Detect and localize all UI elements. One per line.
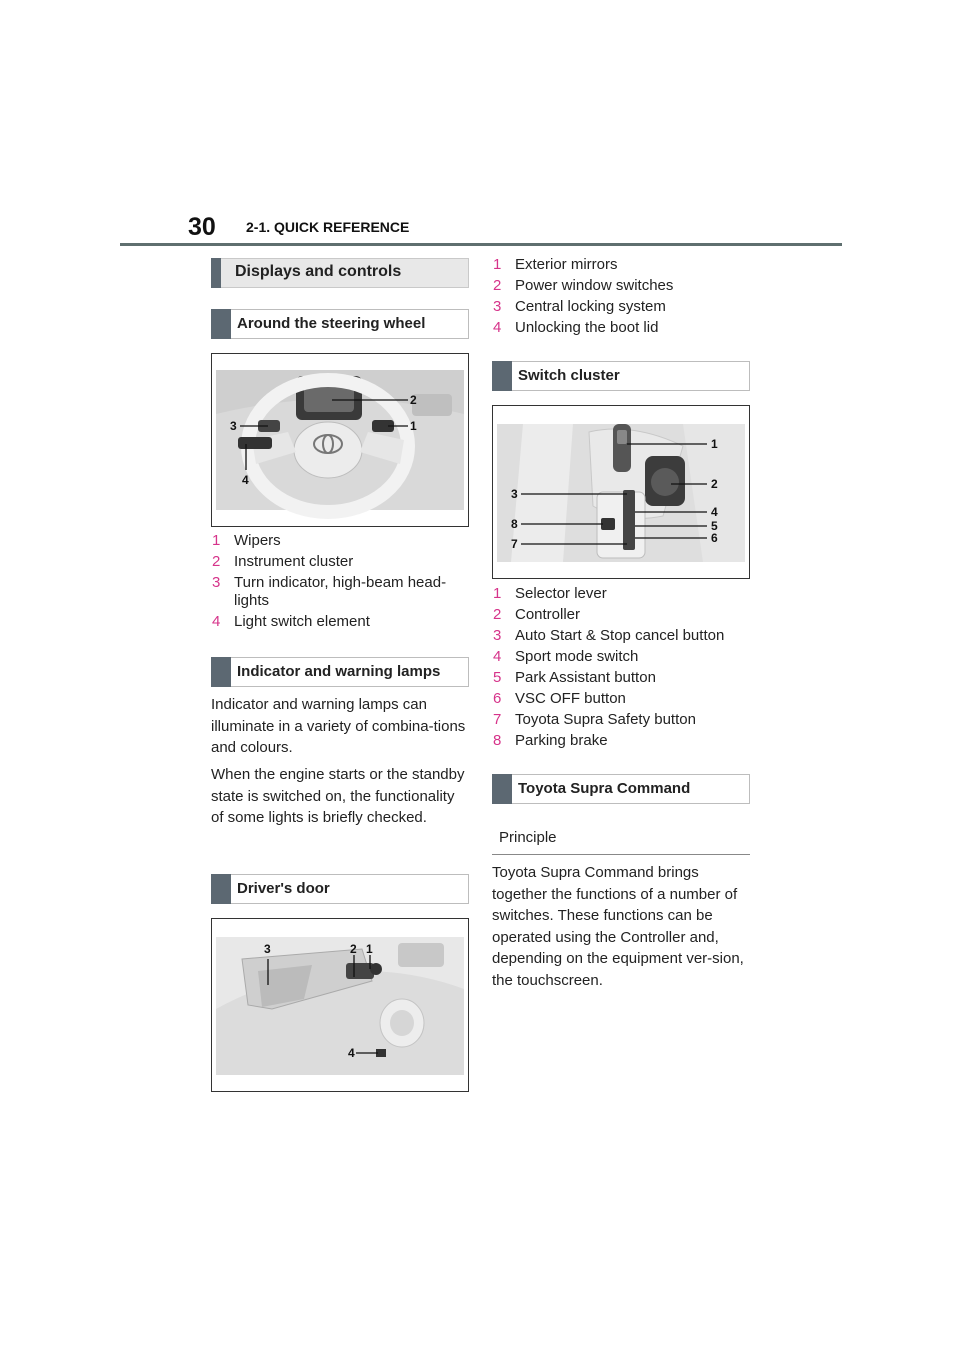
list-item [212, 553, 470, 571]
callout-2: 2 [410, 393, 417, 407]
header-rule [120, 243, 842, 246]
callout-1: 1 [366, 942, 373, 956]
drivers-door-figure [211, 918, 469, 1092]
item-number: 8 [493, 732, 502, 749]
callout-3: 3 [264, 942, 271, 956]
item-text: Park Assistant button [515, 669, 656, 686]
heading-bar [211, 874, 231, 904]
heading-text: Toyota Supra Command [518, 780, 691, 797]
list-item [493, 711, 755, 729]
item-number: 7 [493, 711, 502, 728]
steering-wheel-illustration [212, 354, 468, 526]
heading-text: Around the steering wheel [237, 315, 426, 332]
item-number: 2 [212, 553, 221, 570]
principle-rule [492, 854, 750, 855]
heading-text: Driver's door [237, 880, 330, 897]
callout-2: 2 [350, 942, 357, 956]
item-number: 4 [493, 648, 502, 665]
item-text: Parking brake [515, 732, 608, 749]
item-text: Instrument cluster [234, 553, 354, 570]
item-number: 3 [493, 627, 502, 644]
drivers-door-illustration [212, 919, 468, 1091]
item-text: Central locking system [515, 298, 666, 315]
item-number: 5 [493, 669, 502, 686]
item-number: 1 [493, 585, 502, 602]
item-number: 2 [493, 277, 502, 294]
heading-bar [211, 309, 231, 339]
steering-legend [212, 532, 470, 634]
list-item [493, 606, 755, 624]
callout-4: 4 [348, 1046, 355, 1060]
item-text: Selector lever [515, 585, 607, 602]
heading-text: Switch cluster [518, 367, 620, 384]
item-number: 1 [493, 256, 502, 273]
steering-wheel-figure [211, 353, 469, 527]
chapter-title: 2-1. QUICK REFERENCE [246, 219, 410, 235]
list-item [493, 319, 751, 337]
callout-1: 1 [410, 419, 417, 433]
page-number: 30 [188, 213, 216, 241]
heading-bar [211, 258, 221, 288]
section-heading-text: Displays and controls [235, 263, 402, 280]
principle-heading: Principle [499, 829, 557, 846]
callout-4: 4 [242, 473, 249, 487]
item-text: Toyota Supra Safety button [515, 711, 696, 728]
item-number: 6 [493, 690, 502, 707]
heading-bar [492, 774, 512, 804]
heading-indicator-lamps [211, 657, 469, 687]
list-item [493, 585, 755, 603]
item-text: Exterior mirrors [515, 256, 618, 273]
callout-1: 1 [711, 437, 718, 451]
callout-5: 5 [711, 519, 718, 533]
list-item [493, 277, 751, 295]
item-number: 1 [212, 532, 221, 549]
switch-cluster-illustration [493, 406, 749, 578]
list-item [493, 648, 755, 666]
list-item [493, 669, 755, 687]
callout-4: 4 [711, 505, 718, 519]
item-text: Power window switches [515, 277, 674, 294]
list-item [212, 574, 470, 610]
heading-steering-wheel [211, 309, 469, 339]
callout-2: 2 [711, 477, 718, 491]
item-text: Controller [515, 606, 581, 623]
switch-legend [493, 585, 755, 753]
section-heading-displays [211, 258, 469, 288]
item-text: Sport mode switch [515, 648, 639, 665]
list-item [493, 627, 755, 645]
callout-6: 6 [711, 531, 718, 545]
heading-drivers-door [211, 874, 469, 904]
item-text: Wipers [234, 532, 281, 549]
item-number: 4 [493, 319, 502, 336]
lamps-paragraph-1: Indicator and warning lamps can illuminate in a variety of combina-tions and colours. [211, 696, 466, 756]
lamps-paragraph-2: When the engine starts or the standby state is switched on, the functionality of some lights is briefly checked. [211, 766, 465, 826]
item-text: Auto Start & Stop cancel button [515, 627, 725, 644]
item-text: VSC OFF button [515, 690, 626, 707]
callout-3: 3 [230, 419, 237, 433]
item-text: Light switch element [234, 613, 370, 630]
item-number: 3 [212, 574, 221, 591]
door-legend [493, 256, 751, 340]
callout-7: 7 [511, 537, 518, 551]
item-text: Unlocking the boot lid [515, 319, 659, 336]
command-paragraph: Toyota Supra Command brings together the functions of a number of switches. These functions can be operated using the Controller and, depending on the equipment ver-sion, the touchscreen. [492, 864, 744, 989]
heading-switch-cluster [492, 361, 750, 391]
heading-supra-command [492, 774, 750, 804]
list-item [212, 532, 470, 550]
item-number: 2 [493, 606, 502, 623]
list-item [212, 613, 470, 631]
heading-bar [492, 361, 512, 391]
list-item [493, 690, 755, 708]
item-number: 3 [493, 298, 502, 315]
switch-cluster-figure [492, 405, 750, 579]
item-text: Turn indicator, high-beam head-lights [234, 574, 447, 609]
heading-bar [211, 657, 231, 687]
list-item [493, 256, 751, 274]
callout-8: 8 [511, 517, 518, 531]
callout-3: 3 [511, 487, 518, 501]
list-item [493, 298, 751, 316]
heading-text: Indicator and warning lamps [237, 663, 441, 680]
item-number: 4 [212, 613, 221, 630]
list-item [493, 732, 755, 750]
